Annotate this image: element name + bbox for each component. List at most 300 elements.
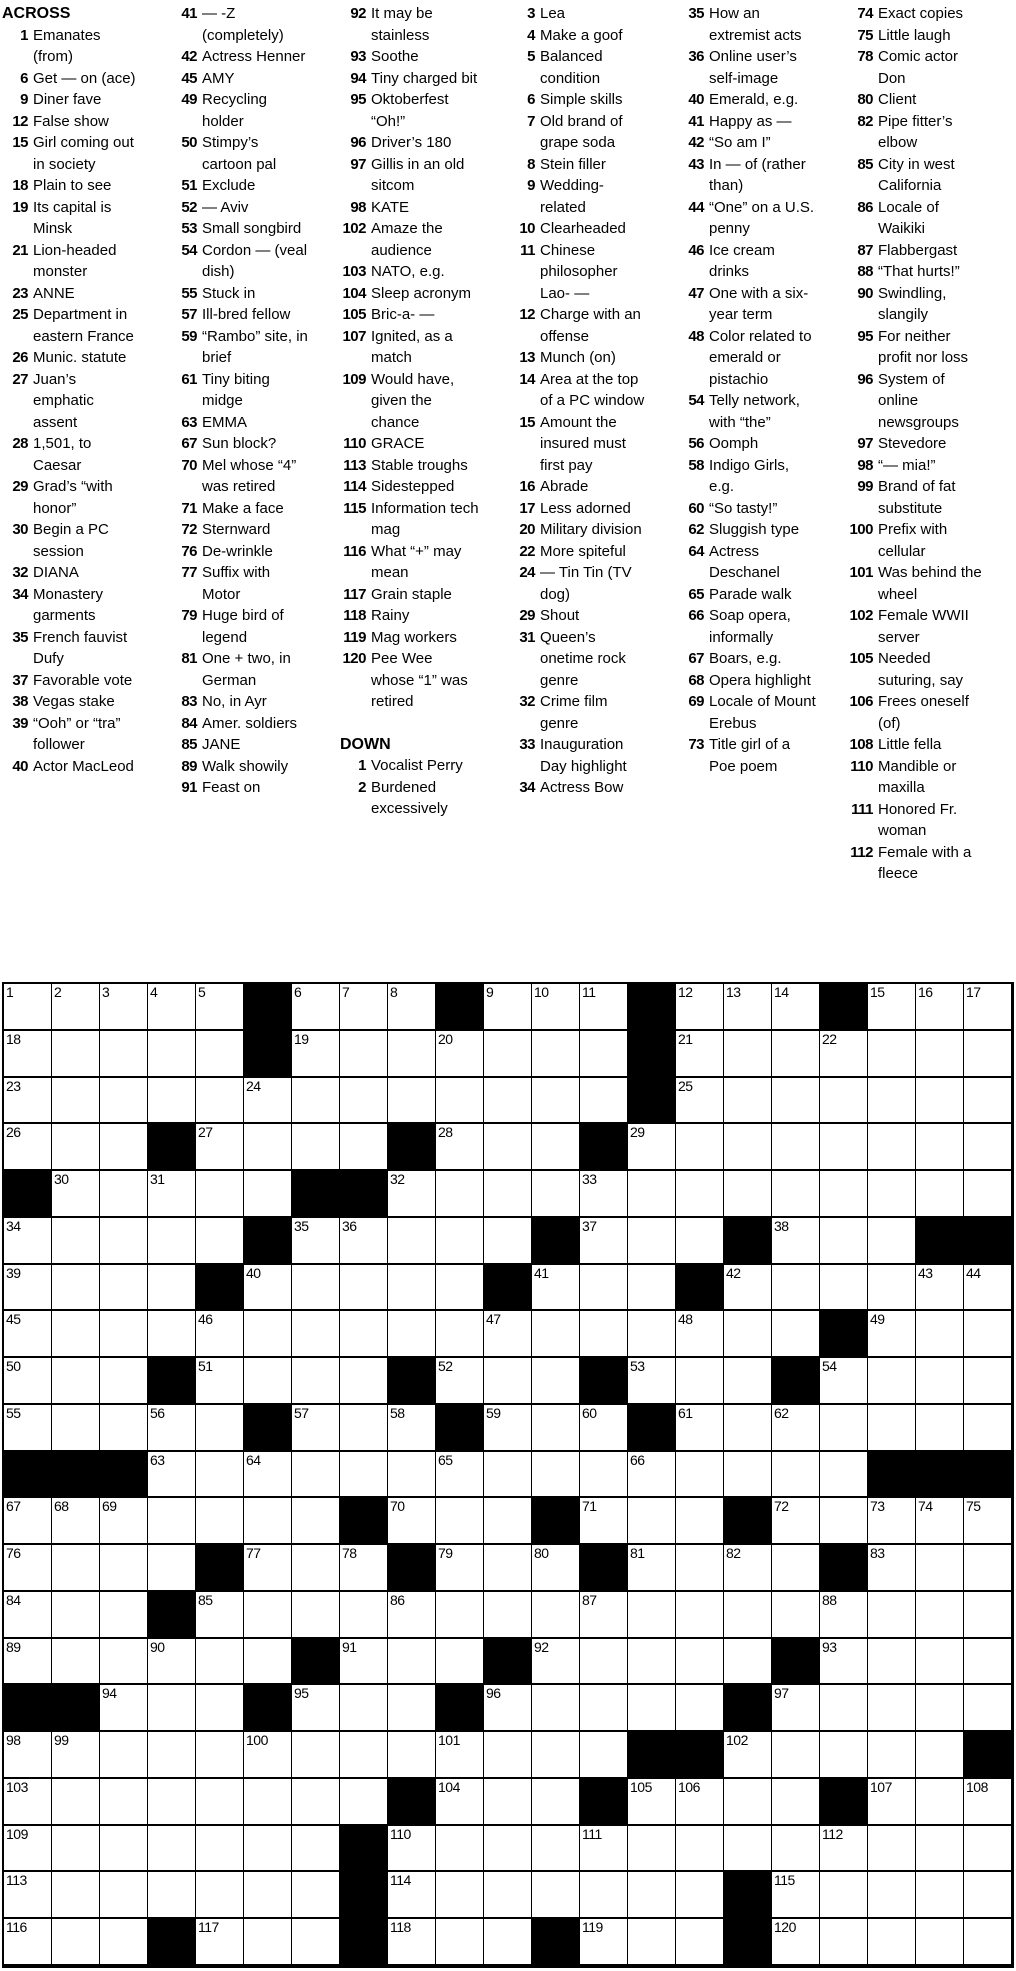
grid-cell[interactable] bbox=[772, 1078, 820, 1125]
grid-cell[interactable] bbox=[340, 1639, 388, 1686]
grid-cell[interactable] bbox=[676, 1358, 724, 1405]
grid-cell[interactable] bbox=[820, 1872, 868, 1919]
grid-cell[interactable] bbox=[4, 1732, 52, 1779]
grid-cell[interactable] bbox=[148, 1171, 196, 1218]
grid-cell[interactable] bbox=[772, 1872, 820, 1919]
grid-cell[interactable] bbox=[52, 1732, 100, 1779]
grid-cell[interactable] bbox=[820, 1358, 868, 1405]
grid-cell[interactable] bbox=[52, 1031, 100, 1078]
grid-cell[interactable] bbox=[436, 1218, 484, 1265]
grid-cell[interactable] bbox=[628, 1779, 676, 1826]
grid-cell[interactable] bbox=[148, 1732, 196, 1779]
grid-cell[interactable] bbox=[676, 1452, 724, 1499]
grid-cell[interactable] bbox=[820, 1265, 868, 1312]
grid-cell[interactable] bbox=[4, 1545, 52, 1592]
grid-cell[interactable] bbox=[52, 1592, 100, 1639]
grid-cell[interactable] bbox=[100, 1872, 148, 1919]
grid-cell[interactable] bbox=[4, 1779, 52, 1826]
grid-cell[interactable] bbox=[148, 1031, 196, 1078]
grid-cell[interactable] bbox=[52, 1265, 100, 1312]
grid-cell[interactable] bbox=[100, 1405, 148, 1452]
grid-cell[interactable] bbox=[772, 1405, 820, 1452]
grid-cell[interactable] bbox=[340, 1452, 388, 1499]
grid-cell[interactable] bbox=[628, 1639, 676, 1686]
grid-cell[interactable] bbox=[340, 1311, 388, 1358]
grid-cell[interactable] bbox=[532, 1171, 580, 1218]
grid-cell[interactable] bbox=[532, 1545, 580, 1592]
grid-cell[interactable] bbox=[676, 1124, 724, 1171]
grid-cell[interactable] bbox=[868, 984, 916, 1031]
grid-cell[interactable] bbox=[532, 1592, 580, 1639]
grid-cell[interactable] bbox=[484, 1311, 532, 1358]
grid-cell[interactable] bbox=[676, 1826, 724, 1873]
grid-cell[interactable] bbox=[436, 1592, 484, 1639]
grid-cell[interactable] bbox=[916, 1872, 964, 1919]
grid-cell[interactable] bbox=[724, 1779, 772, 1826]
grid-cell[interactable] bbox=[532, 1685, 580, 1732]
grid-cell[interactable] bbox=[292, 1779, 340, 1826]
grid-cell[interactable] bbox=[292, 1685, 340, 1732]
grid-cell[interactable] bbox=[244, 1592, 292, 1639]
grid-cell[interactable] bbox=[916, 1779, 964, 1826]
grid-cell[interactable] bbox=[964, 1639, 1012, 1686]
grid-cell[interactable] bbox=[484, 1171, 532, 1218]
grid-cell[interactable] bbox=[868, 1124, 916, 1171]
grid-cell[interactable] bbox=[340, 1685, 388, 1732]
grid-cell[interactable] bbox=[292, 1218, 340, 1265]
grid-cell[interactable] bbox=[340, 1218, 388, 1265]
grid-cell[interactable] bbox=[916, 984, 964, 1031]
grid-cell[interactable] bbox=[52, 1872, 100, 1919]
grid-cell[interactable] bbox=[724, 1405, 772, 1452]
grid-cell[interactable] bbox=[292, 1498, 340, 1545]
grid-cell[interactable] bbox=[724, 1639, 772, 1686]
grid-cell[interactable] bbox=[772, 1218, 820, 1265]
grid-cell[interactable] bbox=[964, 1171, 1012, 1218]
grid-cell[interactable] bbox=[52, 1545, 100, 1592]
grid-cell[interactable] bbox=[772, 1031, 820, 1078]
grid-cell[interactable] bbox=[676, 1872, 724, 1919]
grid-cell[interactable] bbox=[292, 1732, 340, 1779]
grid-cell[interactable] bbox=[916, 1124, 964, 1171]
grid-cell[interactable] bbox=[196, 1218, 244, 1265]
grid-cell[interactable] bbox=[292, 1124, 340, 1171]
grid-cell[interactable] bbox=[388, 1265, 436, 1312]
grid-cell[interactable] bbox=[532, 1078, 580, 1125]
grid-cell[interactable] bbox=[148, 1311, 196, 1358]
grid-cell[interactable] bbox=[724, 1031, 772, 1078]
grid-cell[interactable] bbox=[580, 1592, 628, 1639]
grid-cell[interactable] bbox=[340, 1031, 388, 1078]
grid-cell[interactable] bbox=[580, 1171, 628, 1218]
grid-cell[interactable] bbox=[868, 1265, 916, 1312]
grid-cell[interactable] bbox=[532, 1265, 580, 1312]
grid-cell[interactable] bbox=[772, 1732, 820, 1779]
grid-cell[interactable] bbox=[148, 1218, 196, 1265]
grid-cell[interactable] bbox=[964, 1498, 1012, 1545]
grid-cell[interactable] bbox=[436, 1124, 484, 1171]
grid-cell[interactable] bbox=[4, 1639, 52, 1686]
grid-cell[interactable] bbox=[244, 1545, 292, 1592]
grid-cell[interactable] bbox=[868, 1031, 916, 1078]
grid-cell[interactable] bbox=[340, 1545, 388, 1592]
grid-cell[interactable] bbox=[292, 1452, 340, 1499]
grid-cell[interactable] bbox=[724, 1265, 772, 1312]
grid-cell[interactable] bbox=[628, 1919, 676, 1966]
grid-cell[interactable] bbox=[436, 1779, 484, 1826]
grid-cell[interactable] bbox=[964, 1919, 1012, 1966]
grid-cell[interactable] bbox=[484, 1498, 532, 1545]
grid-cell[interactable] bbox=[820, 1498, 868, 1545]
grid-cell[interactable] bbox=[676, 1779, 724, 1826]
grid-cell[interactable] bbox=[628, 1218, 676, 1265]
grid-cell[interactable] bbox=[916, 1592, 964, 1639]
grid-cell[interactable] bbox=[772, 1826, 820, 1873]
grid-cell[interactable] bbox=[868, 1779, 916, 1826]
grid-cell[interactable] bbox=[148, 1452, 196, 1499]
grid-cell[interactable] bbox=[388, 1498, 436, 1545]
grid-cell[interactable] bbox=[484, 1826, 532, 1873]
grid-cell[interactable] bbox=[100, 1732, 148, 1779]
grid-cell[interactable] bbox=[676, 1498, 724, 1545]
grid-cell[interactable] bbox=[196, 1732, 244, 1779]
grid-cell[interactable] bbox=[868, 1078, 916, 1125]
grid-cell[interactable] bbox=[4, 1311, 52, 1358]
grid-cell[interactable] bbox=[580, 1265, 628, 1312]
grid-cell[interactable] bbox=[532, 1732, 580, 1779]
grid-cell[interactable] bbox=[532, 1452, 580, 1499]
grid-cell[interactable] bbox=[196, 1031, 244, 1078]
grid-cell[interactable] bbox=[484, 1592, 532, 1639]
grid-cell[interactable] bbox=[532, 984, 580, 1031]
grid-cell[interactable] bbox=[244, 1639, 292, 1686]
grid-cell[interactable] bbox=[388, 1639, 436, 1686]
grid-cell[interactable] bbox=[148, 984, 196, 1031]
grid-cell[interactable] bbox=[388, 1592, 436, 1639]
grid-cell[interactable] bbox=[772, 1171, 820, 1218]
grid-cell[interactable] bbox=[100, 1311, 148, 1358]
grid-cell[interactable] bbox=[100, 1031, 148, 1078]
grid-cell[interactable] bbox=[628, 1311, 676, 1358]
grid-cell[interactable] bbox=[244, 1452, 292, 1499]
grid-cell[interactable] bbox=[52, 1779, 100, 1826]
grid-cell[interactable] bbox=[244, 1171, 292, 1218]
grid-cell[interactable] bbox=[388, 1171, 436, 1218]
grid-cell[interactable] bbox=[484, 1078, 532, 1125]
grid-cell[interactable] bbox=[628, 1498, 676, 1545]
grid-cell[interactable] bbox=[340, 1405, 388, 1452]
grid-cell[interactable] bbox=[916, 1405, 964, 1452]
grid-cell[interactable] bbox=[820, 1732, 868, 1779]
grid-cell[interactable] bbox=[580, 1498, 628, 1545]
grid-cell[interactable] bbox=[148, 1639, 196, 1686]
grid-cell[interactable] bbox=[292, 1826, 340, 1873]
grid-cell[interactable] bbox=[484, 1872, 532, 1919]
grid-cell[interactable] bbox=[4, 1592, 52, 1639]
grid-cell[interactable] bbox=[52, 1358, 100, 1405]
grid-cell[interactable] bbox=[388, 1078, 436, 1125]
grid-cell[interactable] bbox=[436, 1358, 484, 1405]
grid-cell[interactable] bbox=[196, 1171, 244, 1218]
grid-cell[interactable] bbox=[148, 1872, 196, 1919]
grid-cell[interactable] bbox=[532, 1639, 580, 1686]
grid-cell[interactable] bbox=[772, 1779, 820, 1826]
grid-cell[interactable] bbox=[196, 1779, 244, 1826]
grid-cell[interactable] bbox=[916, 1919, 964, 1966]
grid-cell[interactable] bbox=[292, 984, 340, 1031]
grid-cell[interactable] bbox=[100, 1171, 148, 1218]
grid-cell[interactable] bbox=[340, 1592, 388, 1639]
grid-cell[interactable] bbox=[292, 1078, 340, 1125]
grid-cell[interactable] bbox=[436, 1265, 484, 1312]
grid-cell[interactable] bbox=[532, 1124, 580, 1171]
grid-cell[interactable] bbox=[292, 1311, 340, 1358]
grid-cell[interactable] bbox=[340, 1124, 388, 1171]
grid-cell[interactable] bbox=[4, 1031, 52, 1078]
grid-cell[interactable] bbox=[100, 1124, 148, 1171]
grid-cell[interactable] bbox=[772, 1498, 820, 1545]
grid-cell[interactable] bbox=[196, 1639, 244, 1686]
grid-cell[interactable] bbox=[388, 1826, 436, 1873]
grid-cell[interactable] bbox=[580, 1685, 628, 1732]
grid-cell[interactable] bbox=[52, 1171, 100, 1218]
grid-cell[interactable] bbox=[916, 1078, 964, 1125]
grid-cell[interactable] bbox=[964, 1685, 1012, 1732]
grid-cell[interactable] bbox=[484, 1405, 532, 1452]
grid-cell[interactable] bbox=[580, 1452, 628, 1499]
grid-cell[interactable] bbox=[772, 1685, 820, 1732]
grid-cell[interactable] bbox=[964, 1078, 1012, 1125]
grid-cell[interactable] bbox=[100, 1685, 148, 1732]
grid-cell[interactable] bbox=[724, 1358, 772, 1405]
grid-cell[interactable] bbox=[388, 1685, 436, 1732]
grid-cell[interactable] bbox=[100, 1078, 148, 1125]
grid-cell[interactable] bbox=[964, 984, 1012, 1031]
grid-cell[interactable] bbox=[724, 1452, 772, 1499]
grid-cell[interactable] bbox=[244, 1124, 292, 1171]
grid-cell[interactable] bbox=[340, 1358, 388, 1405]
grid-cell[interactable] bbox=[484, 1358, 532, 1405]
grid-cell[interactable] bbox=[484, 1545, 532, 1592]
grid-cell[interactable] bbox=[772, 1124, 820, 1171]
grid-cell[interactable] bbox=[244, 1872, 292, 1919]
grid-cell[interactable] bbox=[52, 1826, 100, 1873]
grid-cell[interactable] bbox=[244, 1732, 292, 1779]
grid-cell[interactable] bbox=[580, 1919, 628, 1966]
grid-cell[interactable] bbox=[4, 1265, 52, 1312]
grid-cell[interactable] bbox=[868, 1545, 916, 1592]
grid-cell[interactable] bbox=[388, 1031, 436, 1078]
grid-cell[interactable] bbox=[100, 1265, 148, 1312]
grid-cell[interactable] bbox=[772, 1545, 820, 1592]
grid-cell[interactable] bbox=[484, 1218, 532, 1265]
grid-cell[interactable] bbox=[52, 1218, 100, 1265]
grid-cell[interactable] bbox=[628, 1872, 676, 1919]
grid-cell[interactable] bbox=[196, 1452, 244, 1499]
grid-cell[interactable] bbox=[340, 1779, 388, 1826]
grid-cell[interactable] bbox=[916, 1358, 964, 1405]
grid-cell[interactable] bbox=[868, 1311, 916, 1358]
grid-cell[interactable] bbox=[532, 1311, 580, 1358]
grid-cell[interactable] bbox=[196, 1311, 244, 1358]
grid-cell[interactable] bbox=[100, 1779, 148, 1826]
grid-cell[interactable] bbox=[964, 1545, 1012, 1592]
grid-cell[interactable] bbox=[148, 1498, 196, 1545]
grid-cell[interactable] bbox=[100, 1545, 148, 1592]
grid-cell[interactable] bbox=[196, 1078, 244, 1125]
grid-cell[interactable] bbox=[724, 1124, 772, 1171]
grid-cell[interactable] bbox=[772, 1452, 820, 1499]
grid-cell[interactable] bbox=[532, 1872, 580, 1919]
grid-cell[interactable] bbox=[820, 1031, 868, 1078]
grid-cell[interactable] bbox=[292, 1545, 340, 1592]
grid-cell[interactable] bbox=[388, 1405, 436, 1452]
grid-cell[interactable] bbox=[964, 1124, 1012, 1171]
grid-cell[interactable] bbox=[148, 1826, 196, 1873]
grid-cell[interactable] bbox=[820, 1124, 868, 1171]
grid-cell[interactable] bbox=[436, 1498, 484, 1545]
grid-cell[interactable] bbox=[724, 1171, 772, 1218]
grid-cell[interactable] bbox=[820, 1685, 868, 1732]
grid-cell[interactable] bbox=[244, 1311, 292, 1358]
grid-cell[interactable] bbox=[676, 1031, 724, 1078]
grid-cell[interactable] bbox=[4, 1872, 52, 1919]
grid-cell[interactable] bbox=[916, 1265, 964, 1312]
grid-cell[interactable] bbox=[340, 1732, 388, 1779]
grid-cell[interactable] bbox=[964, 1779, 1012, 1826]
grid-cell[interactable] bbox=[868, 1218, 916, 1265]
grid-cell[interactable] bbox=[868, 1872, 916, 1919]
grid-cell[interactable] bbox=[148, 1545, 196, 1592]
grid-cell[interactable] bbox=[196, 1124, 244, 1171]
grid-cell[interactable] bbox=[676, 984, 724, 1031]
grid-cell[interactable] bbox=[868, 1592, 916, 1639]
grid-cell[interactable] bbox=[724, 1592, 772, 1639]
grid-cell[interactable] bbox=[772, 984, 820, 1031]
grid-cell[interactable] bbox=[916, 1639, 964, 1686]
grid-cell[interactable] bbox=[436, 1826, 484, 1873]
grid-cell[interactable] bbox=[196, 1685, 244, 1732]
grid-cell[interactable] bbox=[244, 1078, 292, 1125]
grid-cell[interactable] bbox=[244, 1498, 292, 1545]
grid-cell[interactable] bbox=[772, 1265, 820, 1312]
grid-cell[interactable] bbox=[436, 1732, 484, 1779]
grid-cell[interactable] bbox=[52, 1124, 100, 1171]
grid-cell[interactable] bbox=[580, 984, 628, 1031]
grid-cell[interactable] bbox=[772, 1311, 820, 1358]
grid-cell[interactable] bbox=[868, 1919, 916, 1966]
grid-cell[interactable] bbox=[388, 1311, 436, 1358]
grid-cell[interactable] bbox=[292, 1872, 340, 1919]
grid-cell[interactable] bbox=[724, 1078, 772, 1125]
grid-cell[interactable] bbox=[196, 984, 244, 1031]
grid-cell[interactable] bbox=[100, 1826, 148, 1873]
grid-cell[interactable] bbox=[628, 1171, 676, 1218]
grid-cell[interactable] bbox=[916, 1685, 964, 1732]
grid-cell[interactable] bbox=[532, 1031, 580, 1078]
grid-cell[interactable] bbox=[628, 1545, 676, 1592]
grid-cell[interactable] bbox=[436, 1545, 484, 1592]
grid-cell[interactable] bbox=[820, 1452, 868, 1499]
grid-cell[interactable] bbox=[820, 1592, 868, 1639]
grid-cell[interactable] bbox=[100, 1639, 148, 1686]
grid-cell[interactable] bbox=[4, 1358, 52, 1405]
grid-cell[interactable] bbox=[436, 1919, 484, 1966]
grid-cell[interactable] bbox=[628, 1452, 676, 1499]
grid-cell[interactable] bbox=[388, 1872, 436, 1919]
grid-cell[interactable] bbox=[628, 1592, 676, 1639]
grid-cell[interactable] bbox=[52, 1639, 100, 1686]
grid-cell[interactable] bbox=[484, 984, 532, 1031]
grid-cell[interactable] bbox=[388, 1452, 436, 1499]
grid-cell[interactable] bbox=[484, 1124, 532, 1171]
grid-cell[interactable] bbox=[244, 1779, 292, 1826]
grid-cell[interactable] bbox=[916, 1732, 964, 1779]
grid-cell[interactable] bbox=[340, 984, 388, 1031]
grid-cell[interactable] bbox=[532, 1358, 580, 1405]
grid-cell[interactable] bbox=[100, 1498, 148, 1545]
grid-cell[interactable] bbox=[676, 1919, 724, 1966]
grid-cell[interactable] bbox=[628, 1685, 676, 1732]
grid-cell[interactable] bbox=[676, 1639, 724, 1686]
grid-cell[interactable] bbox=[532, 1826, 580, 1873]
grid-cell[interactable] bbox=[964, 1358, 1012, 1405]
grid-cell[interactable] bbox=[100, 1218, 148, 1265]
grid-cell[interactable] bbox=[724, 1545, 772, 1592]
grid-cell[interactable] bbox=[436, 1078, 484, 1125]
grid-cell[interactable] bbox=[724, 1311, 772, 1358]
grid-cell[interactable] bbox=[4, 1919, 52, 1966]
grid-cell[interactable] bbox=[628, 1826, 676, 1873]
grid-cell[interactable] bbox=[676, 1311, 724, 1358]
grid-cell[interactable] bbox=[916, 1171, 964, 1218]
grid-cell[interactable] bbox=[964, 1826, 1012, 1873]
grid-cell[interactable] bbox=[676, 1078, 724, 1125]
grid-cell[interactable] bbox=[772, 1919, 820, 1966]
grid-cell[interactable] bbox=[964, 1405, 1012, 1452]
grid-cell[interactable] bbox=[484, 1031, 532, 1078]
grid-cell[interactable] bbox=[724, 1826, 772, 1873]
grid-cell[interactable] bbox=[484, 1732, 532, 1779]
grid-cell[interactable] bbox=[52, 1311, 100, 1358]
grid-cell[interactable] bbox=[4, 1826, 52, 1873]
grid-cell[interactable] bbox=[484, 1919, 532, 1966]
grid-cell[interactable] bbox=[436, 1639, 484, 1686]
grid-cell[interactable] bbox=[868, 1826, 916, 1873]
grid-cell[interactable] bbox=[868, 1732, 916, 1779]
grid-cell[interactable] bbox=[244, 1358, 292, 1405]
grid-cell[interactable] bbox=[628, 1124, 676, 1171]
grid-cell[interactable] bbox=[964, 1265, 1012, 1312]
grid-cell[interactable] bbox=[292, 1031, 340, 1078]
grid-cell[interactable] bbox=[100, 1592, 148, 1639]
grid-cell[interactable] bbox=[532, 1405, 580, 1452]
grid-cell[interactable] bbox=[820, 1826, 868, 1873]
grid-cell[interactable] bbox=[676, 1171, 724, 1218]
grid-cell[interactable] bbox=[484, 1685, 532, 1732]
grid-cell[interactable] bbox=[340, 1078, 388, 1125]
grid-cell[interactable] bbox=[820, 1218, 868, 1265]
grid-cell[interactable] bbox=[196, 1592, 244, 1639]
grid-cell[interactable] bbox=[148, 1078, 196, 1125]
grid-cell[interactable] bbox=[100, 1919, 148, 1966]
grid-cell[interactable] bbox=[916, 1498, 964, 1545]
grid-cell[interactable] bbox=[292, 1405, 340, 1452]
grid-cell[interactable] bbox=[292, 1358, 340, 1405]
grid-cell[interactable] bbox=[484, 1779, 532, 1826]
grid-cell[interactable] bbox=[532, 1779, 580, 1826]
grid-cell[interactable] bbox=[916, 1545, 964, 1592]
